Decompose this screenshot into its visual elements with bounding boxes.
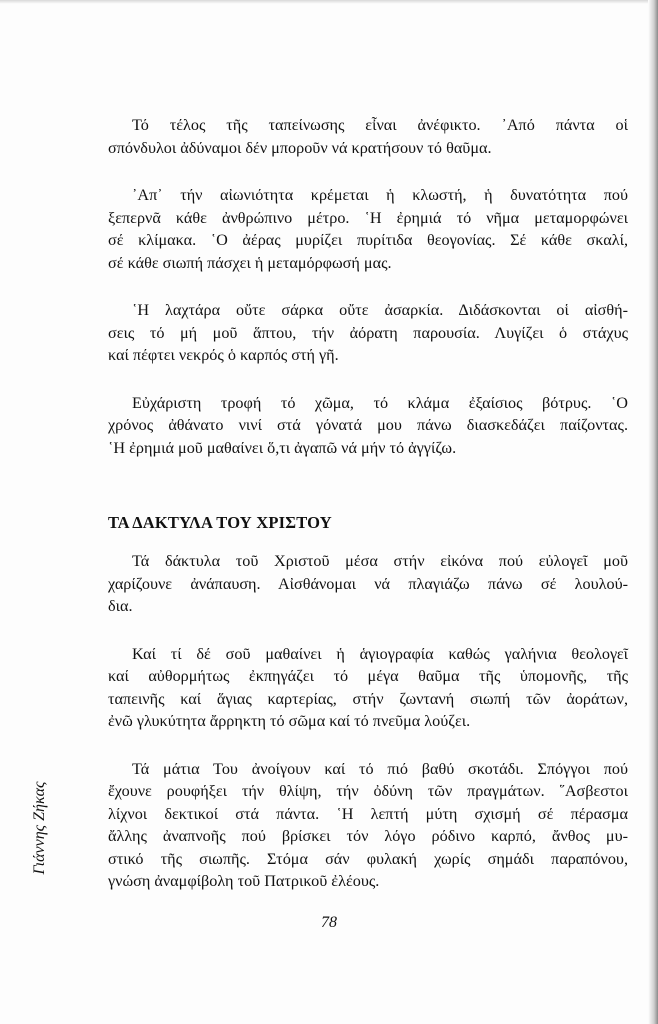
running-head-author: Γιάννης Ζήκας xyxy=(31,781,48,875)
text-line: στικό τῆς σιωπῆς. Στόμα σάν φυλακή χωρίς σημάδι παραπόνου, xyxy=(108,849,628,868)
text-line: χρόνος ἀθάνατο νινί στά γόνατά μου πάνω διασκεδάζει παίζοντας. xyxy=(108,416,628,434)
text-line: Τά μάτια Του ἀνοίγουν καί τό πιό βαθύ σκοτάδι. Σπόγγοι πού xyxy=(132,759,628,778)
text-line: σπόνδυλοι ἀδύναμοι δέν μποροῦν νά κρατήσουν τό θαῦμα. xyxy=(108,138,492,157)
paragraph xyxy=(108,550,628,618)
text-line: ᾿Απ᾿ τήν αἰωνιότητα κρέμεται ἡ κλωστή, ἡ δυνατότητα πού xyxy=(132,186,628,204)
section-heading: ΤΑ ΔΑΚΤΥΛΑ ΤΟΥ ΧΡΙΣΤΟΥ xyxy=(108,513,332,532)
text-line: ῾Η ἐρημιά μοῦ μαθαίνει ὅ,τι ἀγαπῶ νά μήν τό ἀγγίζω. xyxy=(108,438,457,457)
text-line: καί πέφτει νεκρός ὁ καρπός στή γῆ. xyxy=(108,346,339,364)
text-line: γνώση ἀναμφίβολη τοῦ Πατρικοῦ ἐλέους. xyxy=(108,872,380,890)
paragraph xyxy=(108,299,628,367)
section-1-text xyxy=(108,114,628,459)
text-line: Εὐχάριστη τροφή τό χῶμα, τό κλάμα ἐξαίσιος βότρυς. ῾Ο xyxy=(132,393,628,412)
text-line: λίχνοι δεκτικοί στά πάντα. ῾Η λεπτή μύτη σχισμή σέ πέρασμα xyxy=(108,804,628,823)
text-line: Καί τί δέ σοῦ μαθαίνει ἡ ἁγιογραφία καθώς γαλήνια θεολογεῖ xyxy=(132,644,628,663)
paragraph xyxy=(108,643,628,733)
text-line: χαρίζουνε ἀνάπαυση. Αἰσθάνομαι νά πλαγιάζω πάνω σέ λουλού- xyxy=(108,574,628,593)
text-line: Τά δάκτυλα τοῦ Χριστοῦ μέσα στήν εἰκόνα πού εὐλογεῖ μοῦ xyxy=(132,552,628,570)
text-line: ἄλλης ἀναπνοῆς πού βρίσκει τόν λόγο ρόδινο καρπό, ἄνθος μυ- xyxy=(108,827,628,845)
paragraph xyxy=(108,392,628,460)
paragraph xyxy=(108,114,628,159)
text-line: σεις τό μή μοῦ ἅπτου, τήν ἀόρατη παρουσία. Λυγίζει ὁ στάχυς xyxy=(108,323,628,342)
text-line: καί αὐθορμήτως ἐκπηγάζει τό μέγα θαῦμα τῆς ὑπομονῆς, τῆς xyxy=(108,667,628,685)
text-line: ἔχουνε ρουφήξει τήν θλίψη, τήν ὀδύνη τῶν πραγμάτων. ῞Ασβεστοι xyxy=(108,782,628,800)
paragraph xyxy=(108,758,628,893)
text-line: ταπεινῆς καί ἅγιας καρτερίας, στήν ζωντανή σιωπή τῶν ἀοράτων, xyxy=(108,689,628,708)
page-number: 78 xyxy=(321,914,337,931)
text-line: σέ κλίμακα. ῾Ο ἀέρας μυρίζει πυρίτιδα θεογονίας. Σέ κάθε σκαλί, xyxy=(108,231,628,249)
text-line: σέ κάθε σιωπή πάσχει ἡ μεταμόρφωσή μας. xyxy=(108,253,392,272)
section-2-text xyxy=(108,550,628,893)
scan-shadow-top xyxy=(0,0,658,4)
paragraph xyxy=(108,184,628,274)
text-line: Τό τέλος τῆς ταπείνωσης εἶναι ἀνέφικτο. ᾿Από πάντα οἱ xyxy=(132,116,628,134)
text-line: ῾Η λαχτάρα οὔτε σάρκα οὔτε ἀσαρκία. Διδάσκονται οἱ αἰσθή- xyxy=(132,301,628,319)
text-line: ξεπερνᾶ κάθε ἀνθρώπινο μέτρο. ῾Η ἐρημιά τό νῆμα μεταμορφώνει xyxy=(108,208,628,227)
text-line: ἐνῶ γλυκύτητα ἄρρηκτη τό σῶμα καί τό πνεῦμα λούζει. xyxy=(108,712,471,730)
scan-shadow-right xyxy=(648,0,658,1024)
text-line: δια. xyxy=(108,597,133,615)
